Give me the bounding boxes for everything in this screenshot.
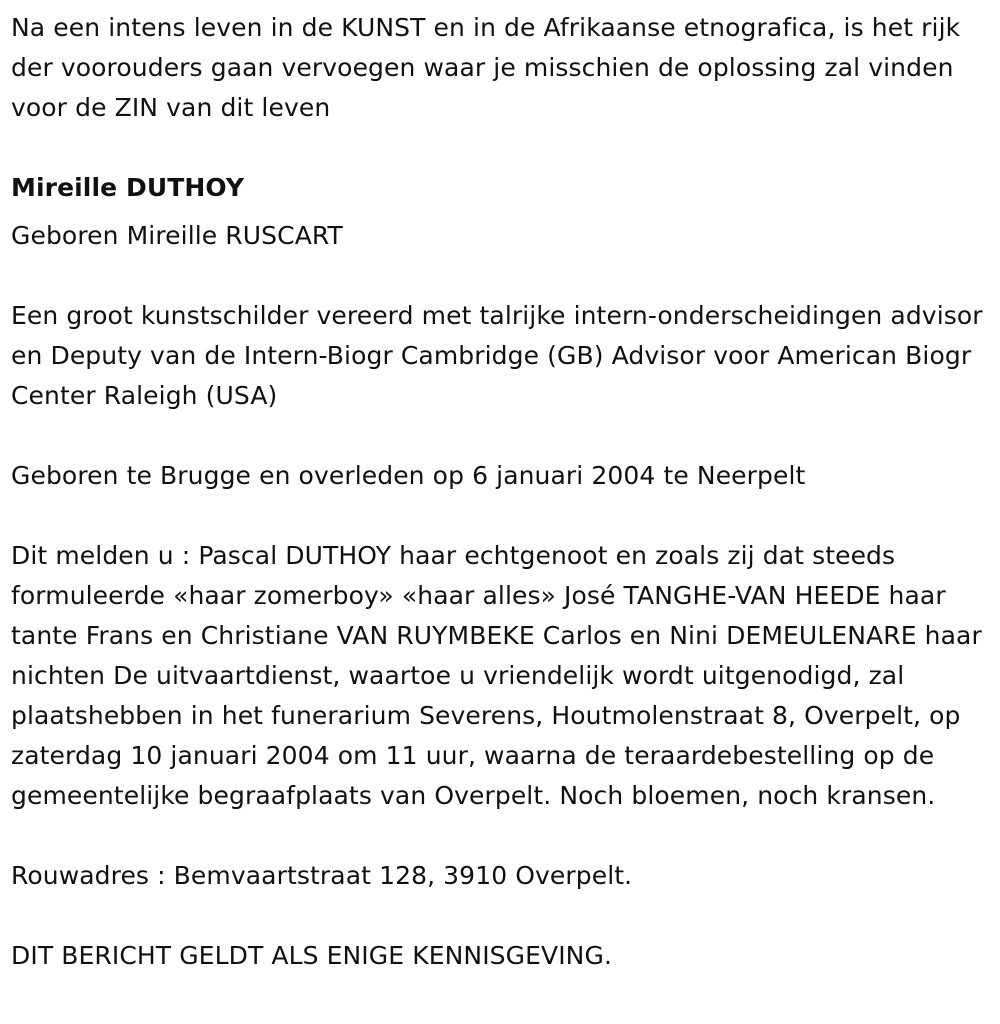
mourning-address: Rouwadres : Bemvaartstraat 128, 3910 Overpelt. (11, 861, 633, 890)
spacer (11, 416, 986, 456)
notice-line: DIT BERICHT GELDT ALS ENIGE KENNISGEVING. (11, 941, 612, 970)
description-paragraph: Een groot kunstschilder vereerd met talrijke intern-onderscheidingen advisor en Deputy van de Intern-Biogr Cambridge (GB) Advisor voor American Biogr Center Raleigh (USA) (11, 301, 983, 410)
spacer (11, 128, 986, 168)
spacer (11, 208, 986, 216)
obituary-document (11, 8, 986, 976)
spacer (11, 496, 986, 536)
birth-name: Geboren Mireille RUSCART (11, 221, 343, 250)
spacer (11, 816, 986, 856)
announcement-paragraph: Dit melden u : Pascal DUTHOY haar echtgenoot en zoals zij dat steeds formuleerde «haar zomerboy» «haar alles» José TANGHE-VAN HEEDE haar tante Frans en Christiane VAN RUYMBEKE Carlos en Nini DEMEULENARE haar nichten De uitvaartdienst, waartoe u vriendelijk wordt uitgenodigd, zal plaatshebben in het funerarium Severens, Houtmolenstraat 8, Overpelt, op zaterdag 10 januari 2004 om 11 uur, waarna de teraardebestelling op de gemeentelijke begraafplaats van Overpelt. Noch bloemen, noch kransen. (11, 541, 982, 810)
birth-death-line: Geboren te Brugge en overleden op 6 januari 2004 te Neerpelt (11, 461, 806, 490)
intro-paragraph: Na een intens leven in de KUNST en in de Afrikaanse etnografica, is het rijk der voorouders gaan vervoegen waar je misschien de oplossing zal vinden voor de ZIN van dit leven (11, 13, 961, 122)
spacer (11, 896, 986, 936)
spacer (11, 256, 986, 296)
deceased-name: Mireille DUTHOY (11, 173, 245, 202)
